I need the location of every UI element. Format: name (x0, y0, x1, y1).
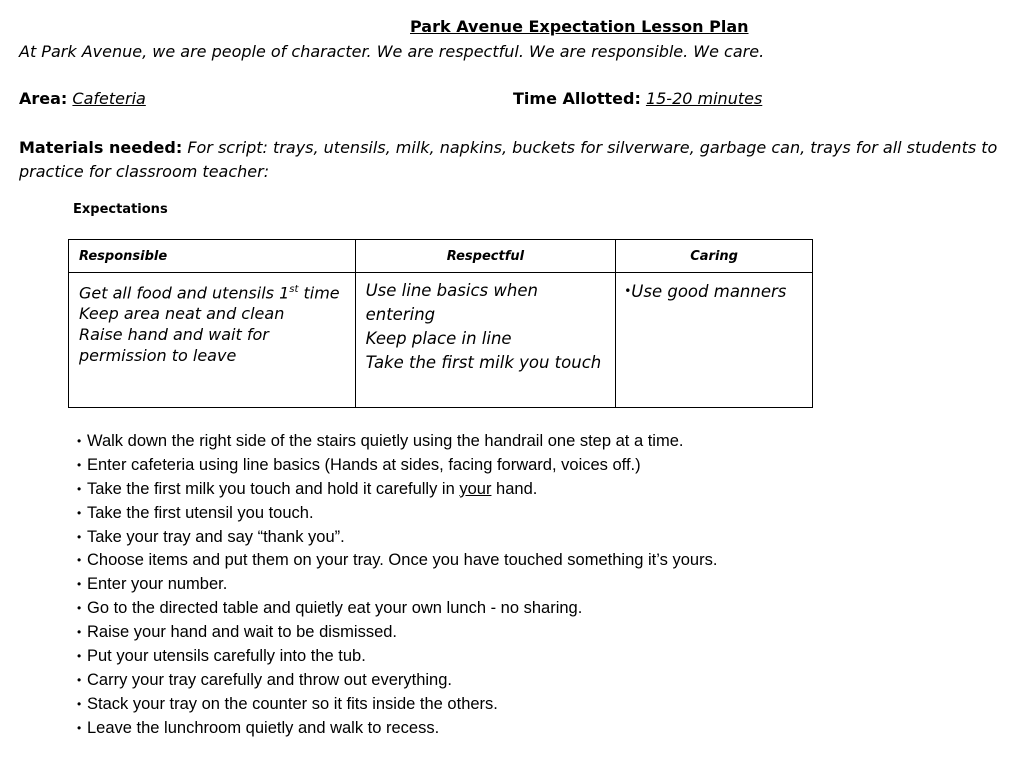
bullet-icon: • (77, 720, 82, 735)
expectations-table (68, 239, 813, 408)
time-allotted-field (513, 89, 762, 108)
bullet-icon: • (77, 672, 82, 687)
expectations-header-row (69, 240, 813, 273)
step-item: • Put your utensils carefully into the tub. (77, 645, 717, 669)
bullet-icon: • (77, 553, 82, 568)
cafeteria-steps-list (77, 430, 717, 741)
materials-label: Materials needed: (19, 138, 183, 157)
respectful-item: Use line basics when entering (365, 281, 538, 324)
expectations-body-row (69, 273, 813, 408)
bullet-icon: • (624, 284, 632, 298)
materials-value: For script: trays, utensils, milk, napkins, buckets for silverware, garbage can, trays for all students to practice for classroom teacher: (19, 138, 998, 181)
bullet-icon: • (77, 529, 82, 544)
time-allotted-value: 15-20 minutes (645, 89, 763, 108)
time-allotted-label: Time Allotted: (513, 89, 641, 108)
area-field (19, 89, 146, 108)
expectations-heading: Expectations (73, 202, 168, 217)
area-value: Cafeteria (72, 89, 146, 108)
bullet-icon: • (77, 696, 82, 711)
respectful-item: Take the first milk you touch (365, 353, 602, 372)
header-respectful: Respectful (355, 240, 616, 273)
caring-cell (616, 273, 813, 408)
step-item: • Walk down the right side of the stairs quietly using the handrail one step at a time. (77, 430, 717, 454)
step-item: • Leave the lunchroom quietly and walk to recess. (77, 717, 717, 741)
bullet-icon: • (77, 601, 82, 616)
step-item: • Go to the directed table and quietly eat your own lunch - no sharing. (77, 597, 717, 621)
step-item: • Enter your number. (77, 573, 717, 597)
bullet-icon: • (77, 505, 82, 520)
respectful-cell (355, 273, 616, 408)
bullet-icon: • (77, 625, 82, 640)
responsible-cell (69, 273, 356, 408)
header-responsible: Responsible (69, 240, 356, 273)
responsible-item: Raise hand and wait for permission to leave (79, 325, 269, 366)
emphasis-your: your (459, 479, 492, 498)
lesson-plan-title: Park Avenue Expectation Lesson Plan (410, 17, 749, 36)
step-item: • Carry your tray carefully and throw out everything. (77, 669, 717, 693)
bullet-icon: • (77, 434, 82, 448)
header-caring: Caring (616, 240, 813, 273)
responsible-item: Keep area neat and clean (79, 304, 285, 324)
respectful-item: Keep place in line (365, 329, 512, 348)
area-label: Area: (19, 89, 68, 108)
bullet-icon: • (77, 481, 82, 496)
step-item: • Take the first milk you touch and hold it carefully in your hand. (77, 478, 717, 502)
bullet-icon: • (77, 577, 82, 592)
step-item: • Choose items and put them on your tray. Once you have touched something it’s yours. (77, 549, 717, 573)
step-item: • Enter cafeteria using line basics (Hands at sides, facing forward, voices off.) (77, 454, 717, 478)
responsible-item: Get all food and utensils 1st time (79, 283, 340, 303)
materials-needed (19, 136, 1014, 184)
character-tagline: At Park Avenue, we are people of character. We are respectful. We are responsible. We care. (19, 42, 765, 61)
step-item: • Take the first utensil you touch. (77, 502, 717, 526)
bullet-icon: • (77, 457, 82, 472)
step-item: • Stack your tray on the counter so it fits inside the others. (77, 693, 717, 717)
step-item: • Take your tray and say “thank you”. (77, 526, 717, 550)
caring-item: •Use good manners (624, 282, 787, 301)
bullet-icon: • (77, 649, 82, 664)
step-item: • Raise your hand and wait to be dismissed. (77, 621, 717, 645)
